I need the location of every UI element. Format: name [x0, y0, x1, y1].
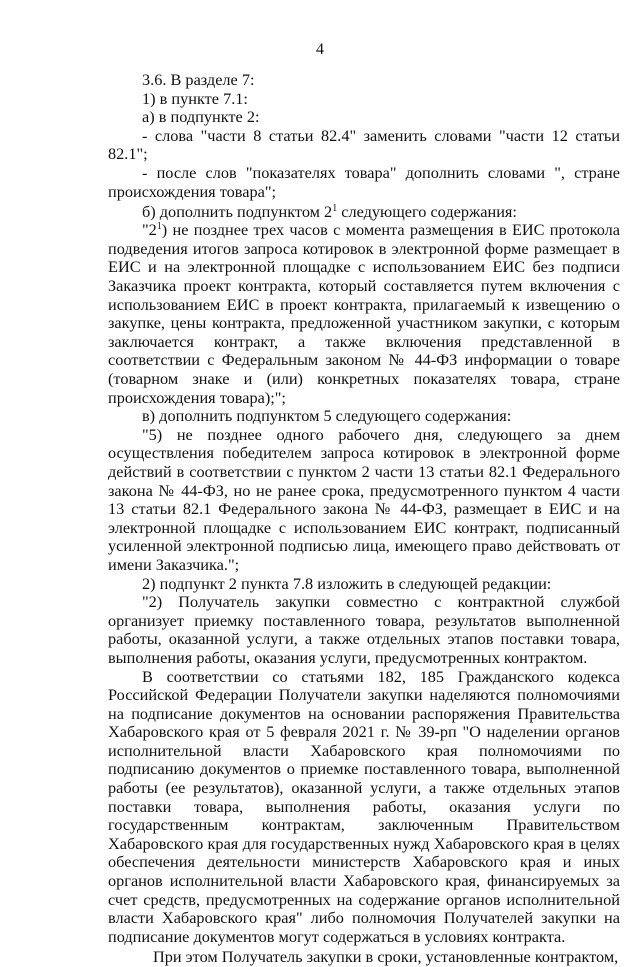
subclause-2-new: "2) Получатель закупки совместно с контрактной службой организует приемку поставленного товара, результатов выполненной работы, оказанной услуги, а также отдельных этапов поставки товара, выполнения работы, оказания услуги, предусмотренных контрактом. — [108, 592, 620, 667]
item-1-b-text: б) дополнить подпунктом 2 — [142, 201, 333, 221]
subclause-2-1-start: "2 — [142, 220, 157, 240]
item-1-a-dash-1: - слова "части 8 статьи 82.4" заменить словами "части 12 статьи 82.1"; — [108, 125, 620, 164]
subclause-5: "5) не позднее одного рабочего дня, следующего за днем осуществления победителем запроса котировок в электронной форме действий в соответствии с пунктом 2 части 13 статьи 82.1 Федерального закона № 44-ФЗ, но не ранее срока, предусмотренного пунктом 4 части 13 статьи 82.1 Федерального закона № 44-ФЗ, размещает в ЕИС и на электронной площадке с использованием ЕИС контракт, подписанный усиленной электронной подписью лица, имеющего право действовать от имени Заказчика."; — [108, 424, 620, 574]
item-1-b-text-end: следующего содержания: — [337, 201, 517, 221]
item-1-b-superscript: 1 — [332, 202, 338, 214]
subclause-2-1-superscript: 1 — [156, 221, 162, 233]
section-heading: 3.6. В разделе 7: — [142, 70, 255, 89]
subclause-2-1-text: ) не позднее трех часов с момента размещения в ЕИС протокола подведения итогов запроса котировок в электронной форме размещает в ЕИС и на электронной площадке с использованием ЕИС без подписи Заказчика проект контракта, который составляется путем включения с использованием ЕИС в проект контракта, прилагаемый к извещению о закупке, цены контракта, предложенной участником закупки, с которым заключается контракт, а также включения представленной в соответствии с Федеральным законом № 44-ФЗ информации о товаре (товарном знаке и (или) конкретных показателях товара, стране происхождения товара);"; — [108, 220, 620, 407]
item-1-a-dash-2: - после слов "показателях товара" дополнить словами ", стране происхождения товара"; — [108, 162, 620, 201]
item-1-v: в) дополнить подпунктом 5 следующего содержания: — [142, 406, 512, 426]
subclause-2-1 — [108, 221, 620, 407]
item-1-b — [108, 203, 620, 222]
item-2: 2) подпункт 2 пункта 7.8 изложить в следующей редакции: — [142, 573, 552, 593]
document-body — [108, 71, 620, 967]
page-number: 4 — [315, 39, 325, 58]
item-1: 1) в пункте 7.1: — [142, 88, 248, 108]
item-1-a: а) в подпункте 2: — [142, 107, 260, 127]
paragraph-final: При этом Получатель закупки в сроки, установленные контрактом, — [153, 946, 619, 966]
paragraph-civil-code: В соответствии со статьями 182, 185 Гражданского кодекса Российской Федерации Получатели закупки наделяются полномочиями на подписание документов на основании распоряжения Правительства Хабаровского края от 5 февраля 2021 г. № 39-рп "О наделении органов исполнительной власти Хабаровского края полномочиями по подписанию документов о приемке поставленного товара, выполненной работы (ее результатов), оказанной услуги, а также отдельных этапов поставки товара, выполнения работы, оказания услуги по государственным контрактам, заключенным Правительством Хабаровского края для государственных нужд Хабаровского края в целях обеспечения деятельности министерств Хабаровского края и иных органов исполнительной власти Хабаровского края, финансируемых за счет средств, предусмотренных на содержание органов исполнительной власти Хабаровского края" либо полномочия Получателей закупки на подписание документов могут содержаться в условиях контракта. — [108, 666, 620, 946]
